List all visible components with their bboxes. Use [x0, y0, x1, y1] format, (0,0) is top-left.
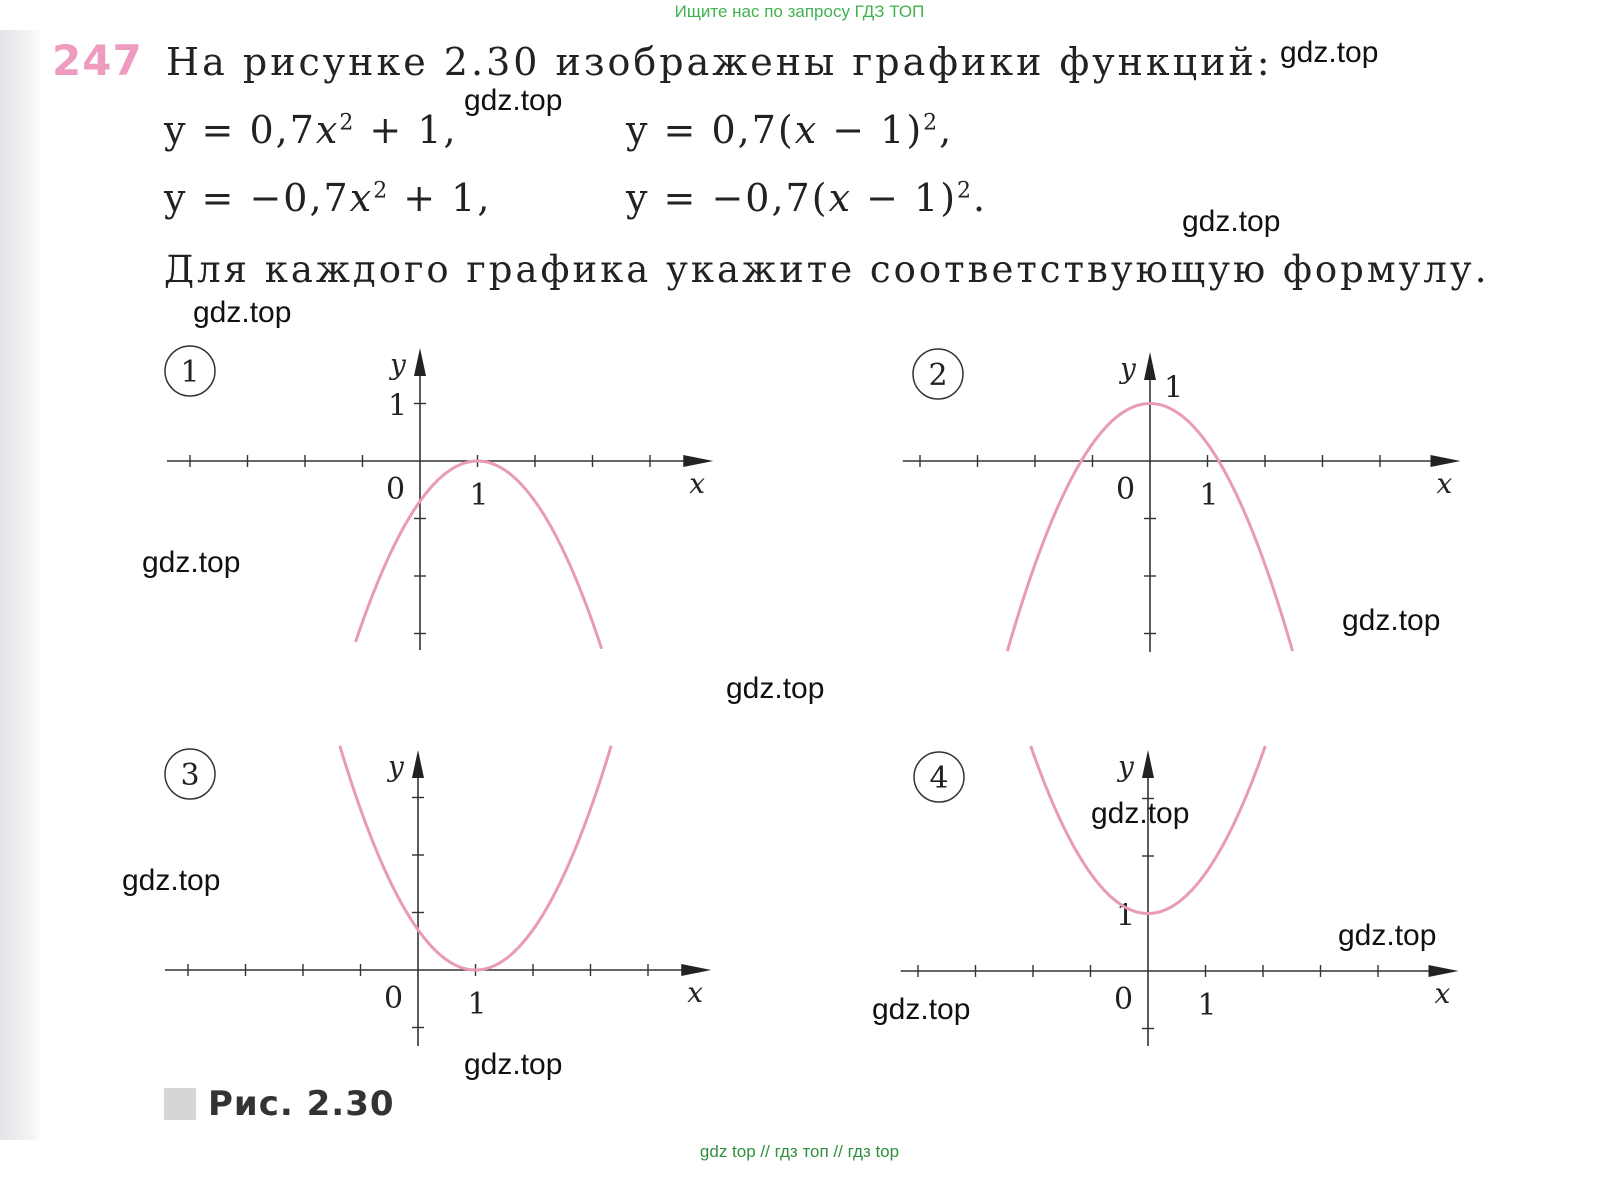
y-axis-label: y — [1118, 750, 1134, 783]
top-banner[interactable]: Ищите нас по запросу ГДЗ ТОП — [674, 2, 925, 21]
origin-label: 0 — [1114, 982, 1134, 1017]
panel-badge-label: 1 — [180, 355, 200, 390]
x-axis-label: x — [1434, 977, 1451, 1010]
x-axis-arrow — [1429, 965, 1459, 977]
watermark: gdz.top — [464, 1048, 563, 1081]
panel-badge-label: 3 — [180, 758, 200, 793]
formula-1-var: x — [315, 108, 340, 152]
problem-number: 247 — [52, 36, 143, 85]
x-tick-label: 1 — [1199, 478, 1219, 513]
x-axis-label: x — [687, 976, 704, 1009]
y-axis-label: y — [1120, 352, 1136, 385]
panel-badge-label: 4 — [929, 761, 949, 796]
formula-2-var: x — [794, 108, 819, 152]
watermark: gdz.top — [193, 296, 292, 329]
formula-2-prefix: y = 0,7( — [626, 108, 795, 152]
y-axis-arrow — [1144, 352, 1156, 380]
x-tick-label: 1 — [469, 478, 489, 513]
watermark: gdz.top — [1280, 36, 1379, 69]
formula-2-suffix: , — [939, 108, 954, 152]
formula-4-exp: 2 — [957, 178, 974, 204]
caption-marker — [164, 1088, 196, 1120]
watermark: gdz.top — [1338, 919, 1437, 952]
bottom-banner[interactable]: gdz top // гдз топ // гдз top — [699, 1142, 900, 1161]
y-axis-arrow — [412, 750, 424, 778]
watermark: gdz.top — [1182, 205, 1281, 238]
panel-badge-label: 2 — [928, 358, 948, 393]
y-axis-arrow — [1142, 750, 1154, 778]
origin-label: 0 — [386, 472, 406, 507]
problem-line-1: На рисунке 2.30 изображены графики функций: — [166, 40, 1273, 84]
x-axis-arrow — [683, 455, 713, 467]
formula-3-exp: 2 — [373, 178, 390, 204]
problem-line-4: Для каждого графика укажите соответствующую формулу. — [164, 248, 1490, 291]
watermark: gdz.top — [1091, 797, 1190, 830]
watermark: gdz.top — [872, 993, 971, 1026]
formula-4-mid: − 1) — [852, 176, 958, 220]
formula-4-var: x — [828, 176, 853, 220]
watermark: gdz.top — [726, 672, 825, 705]
formula-2-exp: 2 — [923, 110, 940, 136]
formula-4-suffix: . — [973, 176, 988, 220]
formula-1-suffix: + 1, — [355, 108, 458, 152]
y-tick-label: 1 — [388, 388, 408, 424]
formula-1-prefix: y = 0,7 — [164, 108, 316, 152]
watermark: gdz.top — [464, 84, 563, 117]
parabola-curve — [340, 746, 611, 970]
y-tick-label: 1 — [1116, 898, 1136, 934]
formula-3-prefix: y = −0,7 — [164, 176, 350, 220]
x-tick-label: 1 — [1197, 988, 1217, 1023]
watermark: gdz.top — [1342, 604, 1441, 637]
watermark: gdz.top — [142, 546, 241, 579]
y-axis-label: y — [388, 750, 404, 783]
x-axis-label: x — [689, 467, 706, 500]
caption-text: Рис. 2.30 — [208, 1084, 395, 1124]
formula-1-exp: 2 — [339, 110, 356, 136]
formula-3-suffix: + 1, — [389, 176, 492, 220]
formula-2-mid: − 1) — [818, 108, 924, 152]
y-tick-label: 1 — [1164, 370, 1184, 406]
watermark: gdz.top — [122, 864, 221, 897]
x-axis-arrow — [681, 964, 711, 976]
formula-4-prefix: y = −0,7( — [626, 176, 829, 220]
x-tick-label: 1 — [467, 987, 487, 1022]
formula-3-var: x — [349, 176, 374, 220]
y-axis-arrow — [414, 348, 426, 376]
origin-label: 0 — [1116, 472, 1136, 507]
figure-caption — [164, 1084, 395, 1124]
x-axis-label: x — [1436, 467, 1453, 500]
origin-label: 0 — [384, 981, 404, 1016]
y-axis-label: y — [390, 348, 406, 381]
x-axis-arrow — [1431, 455, 1461, 467]
